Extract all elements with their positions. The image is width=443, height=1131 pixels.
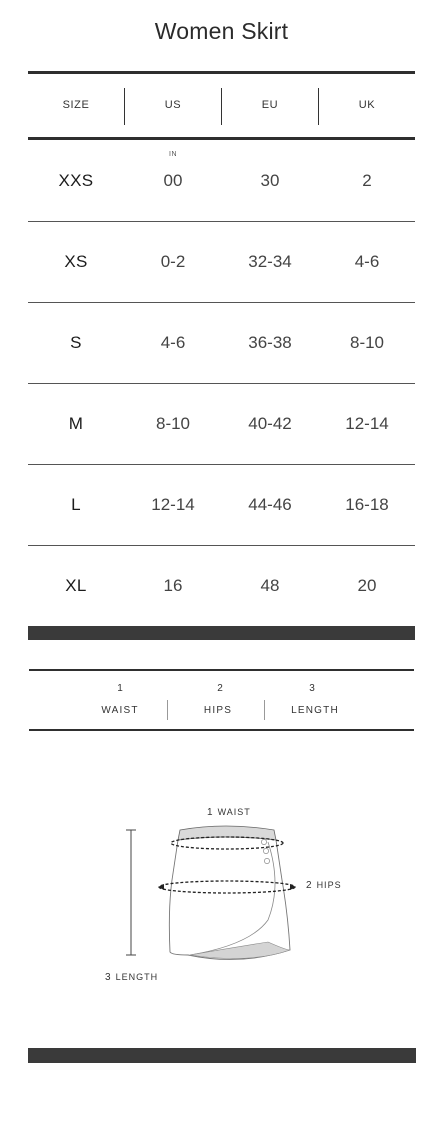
- diagram-label-hips: 2 HIPS: [306, 880, 342, 891]
- table-top-rule: [28, 71, 415, 74]
- row-size: XXS: [58, 171, 94, 190]
- row-uk: 16-18: [345, 495, 389, 514]
- row-eu: 36-38: [248, 333, 292, 352]
- legend-bottom-rule: [29, 729, 414, 731]
- row-divider: [28, 221, 415, 222]
- row-size: S: [70, 333, 82, 352]
- row-size: XS: [64, 252, 88, 271]
- legend-label-hips: HIPS: [203, 705, 233, 716]
- table-bottom-band: [28, 626, 415, 640]
- row-uk: 12-14: [345, 414, 389, 433]
- row-size: M: [68, 414, 84, 433]
- row-us: 16: [163, 576, 183, 595]
- legend-number-hips: 2: [217, 683, 223, 694]
- header-us: US: [164, 99, 182, 111]
- diagram-label-length: 3 LENGTH: [105, 972, 159, 983]
- row-us: 0-2: [160, 252, 186, 271]
- skirt-diagram: [0, 790, 443, 990]
- row-uk: 4-6: [354, 252, 380, 271]
- header-bottom-rule: [28, 137, 415, 140]
- legend-label-waist: WAIST: [101, 705, 139, 716]
- length-measure-line: [126, 830, 136, 955]
- row-uk: 2: [362, 171, 372, 190]
- page-bottom-band: [28, 1048, 416, 1063]
- legend-divider: [264, 700, 265, 720]
- row-eu: 48: [260, 576, 280, 595]
- row-us: 4-6: [160, 333, 186, 352]
- skirt-button: [263, 848, 268, 853]
- row-uk: 20: [357, 576, 377, 595]
- header-size: SIZE: [62, 99, 90, 111]
- row-eu: 30: [260, 171, 280, 190]
- row-eu: 40-42: [248, 414, 292, 433]
- row-us: 12-14: [151, 495, 195, 514]
- legend-top-rule: [29, 669, 414, 671]
- row-divider: [28, 383, 415, 384]
- legend-label-length: LENGTH: [291, 705, 339, 716]
- row-uk: 8-10: [349, 333, 385, 352]
- header-uk: UK: [358, 99, 376, 111]
- skirt-button: [261, 839, 266, 844]
- unit-label: IN: [169, 151, 177, 158]
- legend-number-length: 3: [309, 683, 315, 694]
- row-divider: [28, 464, 415, 465]
- row-size: XL: [65, 576, 87, 595]
- row-us: 8-10: [155, 414, 191, 433]
- row-eu: 32-34: [248, 252, 292, 271]
- header-eu: EU: [261, 99, 279, 111]
- row-eu: 44-46: [248, 495, 292, 514]
- legend-number-waist: 1: [117, 683, 123, 694]
- skirt-button: [264, 858, 269, 863]
- row-size: L: [71, 495, 81, 514]
- row-divider: [28, 302, 415, 303]
- page-title: Women Skirt: [154, 18, 289, 44]
- diagram-label-waist: 1 WAIST: [207, 807, 251, 818]
- row-divider: [28, 545, 415, 546]
- row-us: 00: [163, 171, 183, 190]
- legend-divider: [167, 700, 168, 720]
